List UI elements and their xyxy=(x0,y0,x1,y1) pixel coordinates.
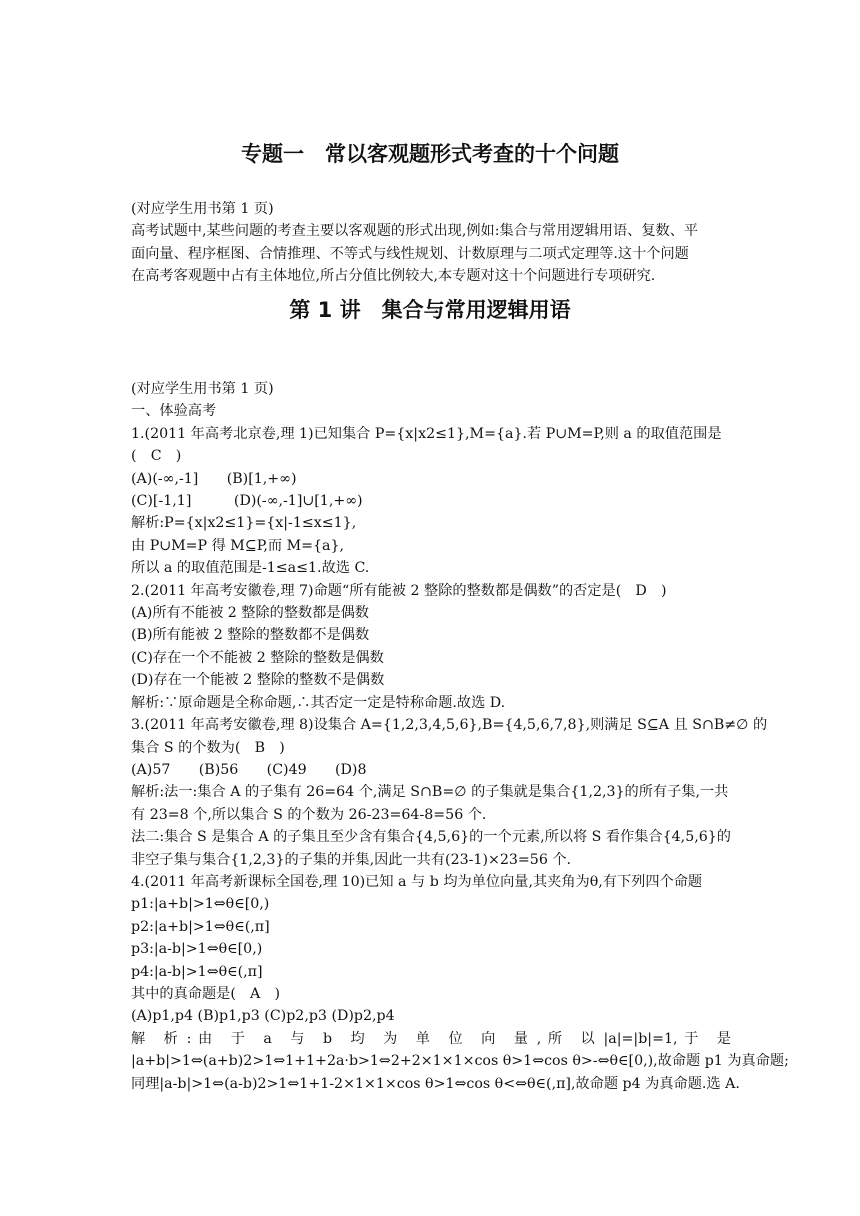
question-1-solution: 所以 a 的取值范围是-1≤a≤1.故选 C. xyxy=(131,560,370,577)
lecture-title: 第 1 讲 集合与常用逻辑用语 xyxy=(289,298,571,322)
question-1-options: (A)(-∞,-1] (B)[1,+∞) xyxy=(131,470,297,487)
question-1-solution: 由 P∪M=P 得 M⊆P,而 M={a}, xyxy=(131,537,345,554)
question-2-solution: 解析:∵原命题是全称命题,∴其否定一定是特称命题.故选 D. xyxy=(131,694,506,711)
question-3-solution: 有 23=8 个,所以集合 S 的个数为 26-23=64-8=56 个. xyxy=(131,806,487,823)
question-2-option-d: (D)存在一个能被 2 整除的整数不是偶数 xyxy=(131,672,385,689)
question-3-solution: 法二:集合 S 是集合 A 的子集且至少含有集合{4,5,6}的一个元素,所以将 S 看作集合{4,5,6}的 xyxy=(131,829,731,846)
question-3-solution: 非空子集与集合{1,2,3}的子集的并集,因此一共有(23-1)×23=56 个. xyxy=(131,851,572,868)
question-4-proposition-p1: p1:|a+b|>1⇔θ∈[0,) xyxy=(131,896,270,913)
intro-line: 在高考客观题中占有主体地位,所占分值比例较大,本专题对这十个问题进行专项研究. xyxy=(131,268,656,285)
question-4-solution: 同理|a-b|>1⇔(a-b)2>1⇔1+1-2×1×1×cos θ>1⇔cos θ<⇔θ∈(,π],故命题 p4 为真命题.选 A. xyxy=(131,1075,740,1092)
question-4-stem: 4.(2011 年高考新课标全国卷,理 10)已知 a 与 b 均为单位向量,其夹角为θ,有下列四个命题 xyxy=(131,873,703,890)
question-4-options: (A)p1,p4 (B)p1,p3 (C)p2,p3 (D)p2,p4 xyxy=(131,1008,395,1025)
question-4-proposition-p2: p2:|a+b|>1⇔θ∈(,π] xyxy=(131,918,270,935)
content-block xyxy=(131,378,789,1095)
question-3-solution: 解析:法一:集合 A 的子集有 26=64 个,满足 S∩B=∅ 的子集就是集合{1,2,3}的所有子集,一共 xyxy=(131,784,729,801)
intro-line: 高考试题中,某些问题的考查主要以客观题的形式出现,例如:集合与常用逻辑用语、复数、平 xyxy=(131,223,699,240)
question-1-stem: 1.(2011 年高考北京卷,理 1)已知集合 P={x|x2≤1},M={a}.若 P∪M=P,则 a 的取值范围是 xyxy=(131,425,722,442)
intro-line: 面向量、程序框图、合情推理、不等式与线性规划、计数原理与二项式定理等.这十个问题 xyxy=(131,245,689,262)
question-2-option-c: (C)存在一个不能被 2 整除的整数是偶数 xyxy=(131,649,384,666)
section-page-reference: (对应学生用书第 1 页) xyxy=(131,381,274,397)
question-3-options: (A)57 (B)56 (C)49 (D)8 xyxy=(131,761,367,778)
question-1-answer: ( C ) xyxy=(131,448,182,465)
question-3-stem: 3.(2011 年高考安徽卷,理 8)设集合 A={1,2,3,4,5,6},B={4,5,6,7,8},则满足 S⊆A 且 S∩B≠∅ 的 xyxy=(131,717,768,734)
question-4-ask: 其中的真命题是( A ) xyxy=(131,985,281,1002)
question-1-solution: 解析:P={x|x2≤1}={x|-1≤x≤1}, xyxy=(131,515,357,532)
question-3-stem: 集合 S 的个数为( B ) xyxy=(131,739,285,756)
document-title: 专题一 常以客观题形式考查的十个问题 xyxy=(241,142,619,166)
question-2-option-b: (B)所有能被 2 整除的整数都不是偶数 xyxy=(131,627,370,644)
section-heading: 一、体验高考 xyxy=(131,403,217,420)
question-4-proposition-p4: p4:|a-b|>1⇔θ∈(,π] xyxy=(131,963,263,980)
intro-block xyxy=(131,198,731,288)
intro-page-reference: (对应学生用书第 1 页) xyxy=(131,201,274,217)
question-4-proposition-p3: p3:|a-b|>1⇔θ∈[0,) xyxy=(131,941,263,958)
question-2-option-a: (A)所有不能被 2 整除的整数都是偶数 xyxy=(131,605,369,622)
question-4-solution: |a+b|>1⇔(a+b)2>1⇔1+1+2a·b>1⇔2+2×1×1×cos θ>1⇔cos θ>-⇔θ∈[0,),故命题 p1 为真命题; xyxy=(131,1053,789,1070)
question-2-stem: 2.(2011 年高考安徽卷,理 7)命题“所有能被 2 整除的整数都是偶数”的否定是( D ) xyxy=(131,582,667,599)
question-4-solution: 解 析 : 由 于 a 与 b 均 为 单 位 向 量 , 所 以 |a|=|b|=1, 于 是 xyxy=(131,1030,731,1047)
question-1-options: (C)[-1,1] (D)(-∞,-1]∪[1,+∞) xyxy=(131,493,363,510)
